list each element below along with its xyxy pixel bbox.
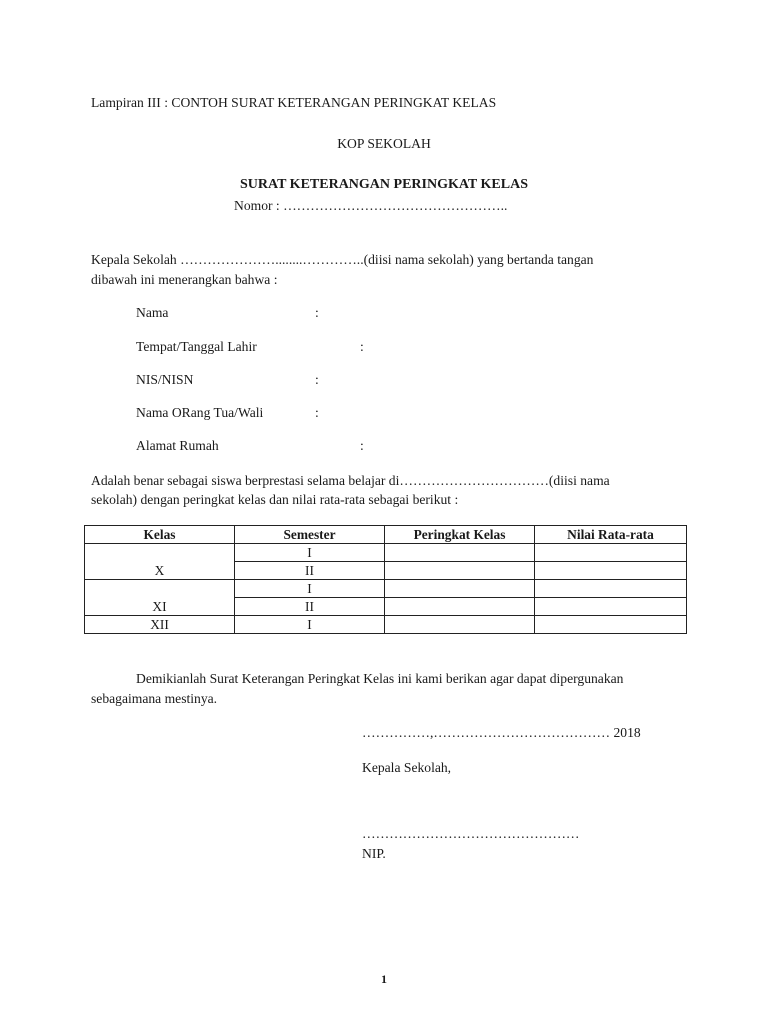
average-cell — [535, 598, 687, 616]
rank-cell — [385, 562, 535, 580]
average-cell — [535, 544, 687, 562]
closing-line-2: sebagaimana mestinya. — [91, 691, 218, 706]
attachment-header: Lampiran III : CONTOH SURAT KETERANGAN PERINGKAT KELAS — [91, 95, 497, 110]
field-label-birth: Tempat/Tanggal Lahir — [136, 339, 257, 354]
table-row — [85, 580, 687, 598]
intro-line-2: dibawah ini menerangkan bahwa : — [91, 272, 278, 287]
semester-cell: I — [235, 580, 385, 598]
field-label-name: Nama — [136, 305, 169, 320]
closing-line-1: Demikianlah Surat Keterangan Peringkat Kelas ini kami berikan agar dapat dipergunakan — [136, 671, 624, 686]
field-colon-birth: : — [360, 339, 364, 354]
table-row — [85, 544, 687, 562]
class-cell: XI — [85, 580, 235, 616]
statement-line-1: Adalah benar sebagai siswa berprestasi selama belajar di……………………………(diisi nama — [91, 473, 610, 488]
table-row — [85, 616, 687, 634]
field-label-parent: Nama ORang Tua/Wali — [136, 405, 264, 420]
average-cell — [535, 580, 687, 598]
rank-cell — [385, 544, 535, 562]
letterhead-placeholder: KOP SEKOLAH — [337, 136, 431, 151]
document-title: SURAT KETERANGAN PERINGKAT KELAS — [240, 177, 528, 192]
semester-cell: II — [235, 598, 385, 616]
field-colon-name: : — [315, 305, 319, 320]
intro-line-1: Kepala Sekolah …………………........…………..(diisi nama sekolah) yang bertanda tangan — [91, 252, 594, 267]
signer-name-line: ………………………………………… — [362, 826, 580, 841]
average-cell — [535, 562, 687, 580]
signer-nip: NIP. — [362, 846, 386, 861]
grades-table — [84, 525, 687, 634]
rank-cell — [385, 580, 535, 598]
field-label-address: Alamat Rumah — [136, 438, 219, 453]
header-semester: Semester — [235, 526, 385, 544]
signer-role: Kepala Sekolah, — [362, 760, 452, 775]
place-date: ……………,………………………………… 2018 — [362, 725, 641, 740]
header-rank: Peringkat Kelas — [385, 526, 535, 544]
rank-cell — [385, 616, 535, 634]
field-colon-nis: : — [315, 372, 319, 387]
page-number: 1 — [381, 972, 387, 986]
field-colon-parent: : — [315, 405, 319, 420]
semester-cell: I — [235, 616, 385, 634]
header-kelas: Kelas — [85, 526, 235, 544]
field-label-nis: NIS/NISN — [136, 372, 194, 387]
document-number: Nomor : ………………………………………….. — [234, 198, 508, 213]
field-colon-address: : — [360, 438, 364, 453]
table-header-row — [85, 526, 687, 544]
average-cell — [535, 616, 687, 634]
class-cell: X — [85, 544, 235, 580]
statement-line-2: sekolah) dengan peringkat kelas dan nilai rata-rata sebagai berikut : — [91, 492, 459, 507]
semester-cell: II — [235, 562, 385, 580]
class-cell: XII — [85, 616, 235, 634]
semester-cell: I — [235, 544, 385, 562]
rank-cell — [385, 598, 535, 616]
header-average: Nilai Rata-rata — [535, 526, 687, 544]
